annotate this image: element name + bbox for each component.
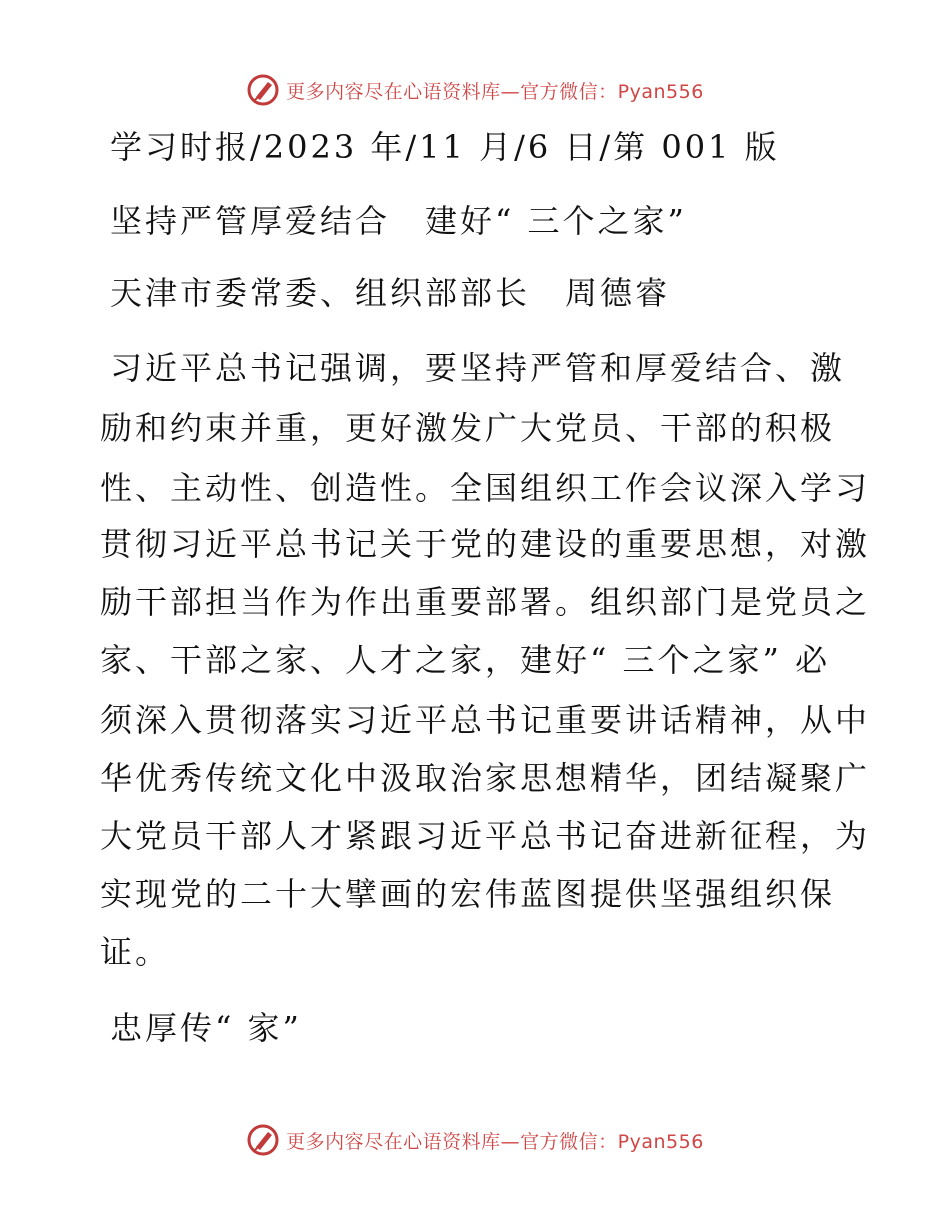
paragraph-line: 励和约束并重，更好激发广大党员、干部的积极 (100, 409, 836, 447)
watermark-text: 更多内容尽在心语资料库—官方微信：Pyan556 (286, 1130, 704, 1153)
paragraph-line: 家、干部之家、人才之家，建好“ 三个之家” 必 (100, 641, 831, 679)
watermark-header (0, 70, 950, 110)
pen-seal-icon (246, 73, 280, 107)
watermark-text: 更多内容尽在心语资料库—官方微信：Pyan556 (286, 80, 704, 103)
paragraph-line: 性、主动性、创造性。全国组织工作会议深入学习 (100, 469, 871, 507)
paragraph-line: 实现党的二十大擘画的宏伟蓝图提供坚强组织保 (100, 875, 836, 913)
paragraph-line: 习近平总书记强调，要坚持严管和厚爱结合、激 (110, 349, 846, 387)
paragraph-line: 励干部担当作为作出重要部署。组织部门是党员之 (100, 583, 871, 621)
pen-seal-icon (246, 1123, 280, 1157)
paragraph-line: 证。 (100, 933, 171, 971)
article-title: 坚持严管厚爱结合 建好“ 三个之家” (110, 202, 687, 240)
paragraph-line: 须深入贯彻落实习近平总书记重要讲话精神，从中 (100, 701, 871, 739)
paragraph-line: 华优秀传统文化中汲取治家思想精华，团结凝聚广 (100, 759, 871, 797)
section-heading: 忠厚传“ 家” (110, 1009, 302, 1047)
author-byline: 天津市委常委、组织部部长 周德睿 (110, 274, 671, 312)
watermark-footer (0, 1120, 950, 1160)
paragraph-line: 贯彻习近平总书记关于党的建设的重要思想，对激 (100, 525, 871, 563)
dateline: 学习时报/2023 年/11 月/6 日/第 001 版 (110, 128, 780, 166)
paragraph-line: 大党员干部人才紧跟习近平总书记奋进新征程，为 (100, 817, 871, 855)
